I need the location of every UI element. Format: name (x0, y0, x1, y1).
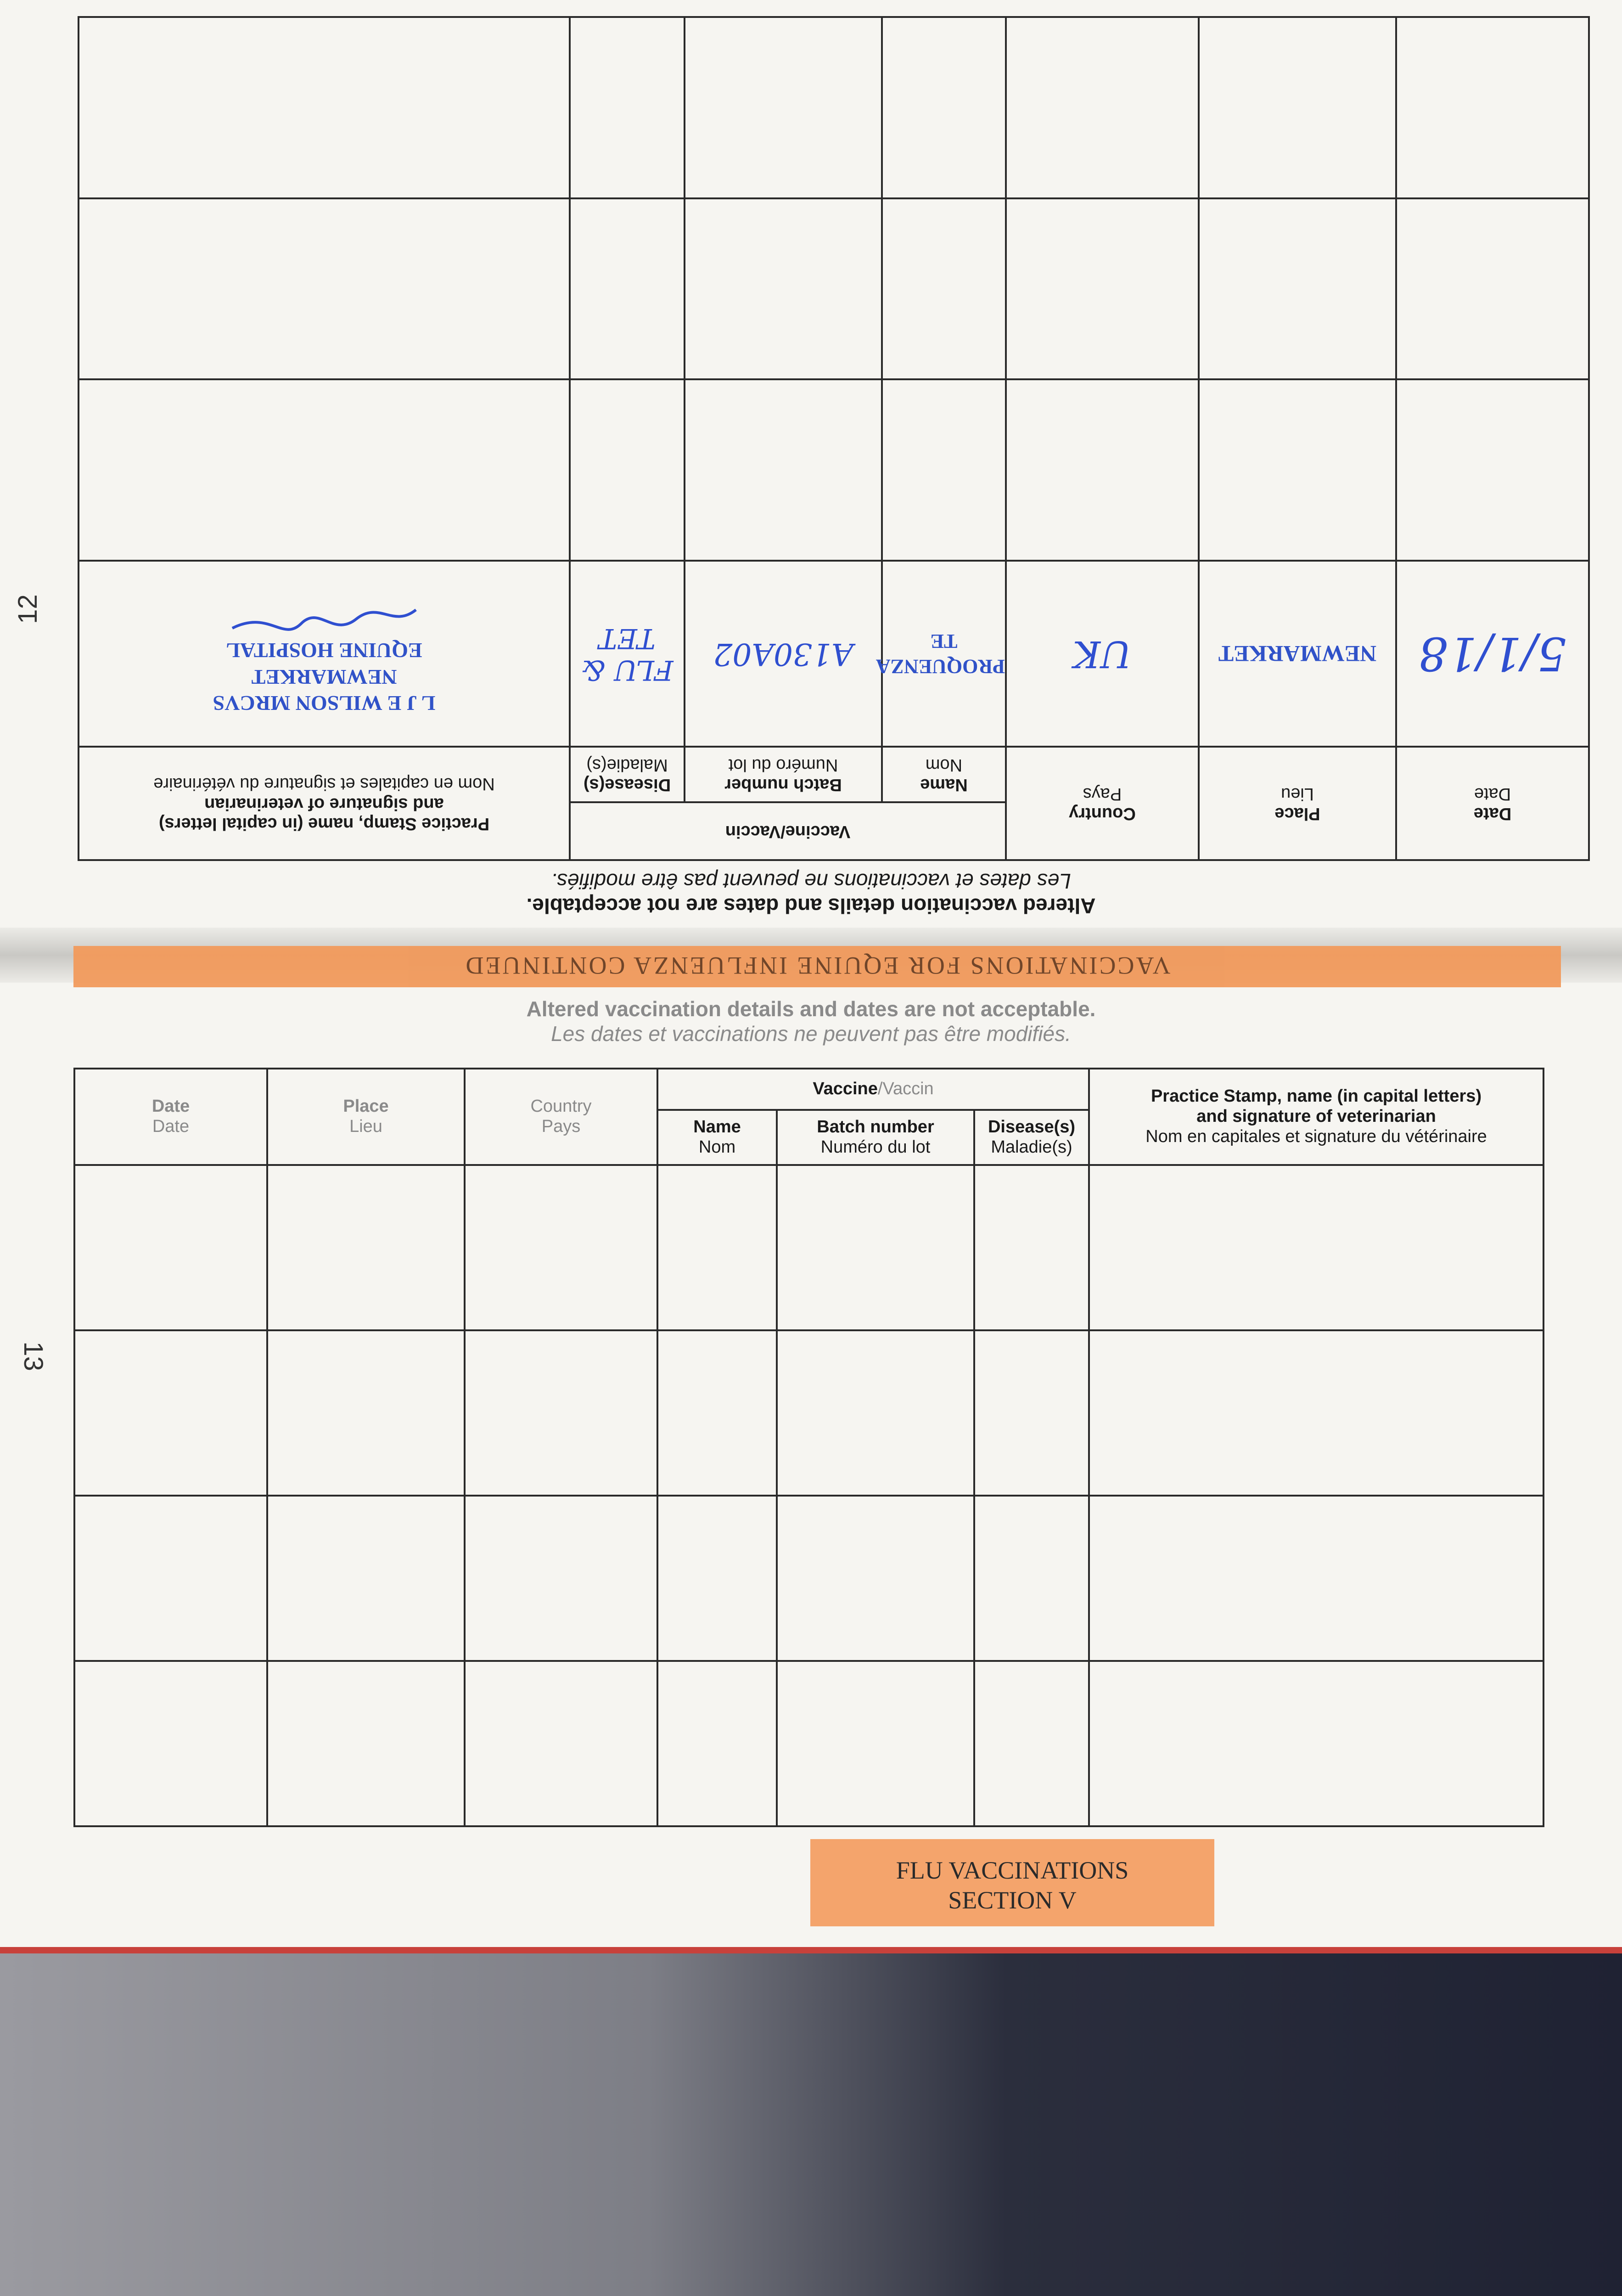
header-country: Country Pays (1006, 747, 1199, 860)
header-batch: Batch number Numéro du lot (685, 747, 882, 802)
table-row (79, 17, 1589, 198)
header-name: Name Nom (657, 1110, 777, 1165)
header-stamp: Practice Stamp, name (in capital letters) and signature of veterinarian Nom en capitales et signature du vétérinaire (79, 747, 570, 860)
header-batch: Batch number Numéro du lot (777, 1110, 974, 1165)
entry-date[interactable]: 5/1/18 (1396, 561, 1589, 747)
page-number-top: 12 (13, 594, 43, 624)
entry-stamp[interactable]: L J E WILSON MRCVS NEWMARKET EQUINE HOSPITAL (79, 561, 570, 747)
table-row (74, 1165, 1543, 1330)
entry-place[interactable]: NEWMARKET (1199, 561, 1396, 747)
warning-text-bottom: Altered vaccination details and dates are not acceptable. Les dates et vaccinations ne peuvent pas être modifiés. (526, 997, 1096, 1046)
vaccination-table-bottom (73, 1068, 1544, 1827)
header-country: Country Pays (465, 1069, 657, 1165)
header-disease: Disease(s) Maladie(s) (570, 747, 685, 802)
header-vaccine: Vaccine/Vaccin (570, 802, 1006, 860)
header-name: Name Nom (882, 747, 1006, 802)
entry-batch[interactable]: A130A02 (685, 561, 882, 747)
table-row (74, 1661, 1543, 1826)
page-number-bottom: 13 (18, 1341, 48, 1371)
section-label: FLU VACCINATIONS SECTION V (810, 1839, 1214, 1926)
header-vaccine: Vaccine/Vaccin (657, 1069, 1089, 1110)
entry-disease[interactable]: FLU & TET (570, 561, 685, 747)
warning-text-top: Altered vaccination details and dates are not acceptable. Les dates et vaccinations ne peuvent pas être modifiés. (526, 869, 1096, 918)
header-place: Place Lieu (267, 1069, 465, 1165)
header-disease: Disease(s) Maladie(s) (974, 1110, 1089, 1165)
signature-icon (228, 596, 421, 637)
table-row (74, 1496, 1543, 1661)
header-date: Date Date (1396, 747, 1589, 860)
table-row (79, 379, 1589, 561)
table-row (74, 1330, 1543, 1496)
header-place: Place Lieu (1199, 747, 1396, 860)
table-row (79, 561, 1589, 747)
header-date: Date Date (74, 1069, 267, 1165)
background-surface (0, 1952, 1622, 2296)
page-12 (0, 0, 1622, 928)
header-stamp: Practice Stamp, name (in capital letters) and signature of veterinarian Nom en capitales et signature du vétérinaire (1089, 1069, 1543, 1165)
entry-vaccine-name[interactable]: PROQUENZA TE (882, 561, 1006, 747)
vaccination-table-top (78, 16, 1590, 861)
section-band: VACCINATIONS FOR EQUINE INFLUENZA CONTINUED (73, 946, 1561, 987)
entry-country[interactable]: UK (1006, 561, 1199, 747)
table-row (79, 198, 1589, 380)
